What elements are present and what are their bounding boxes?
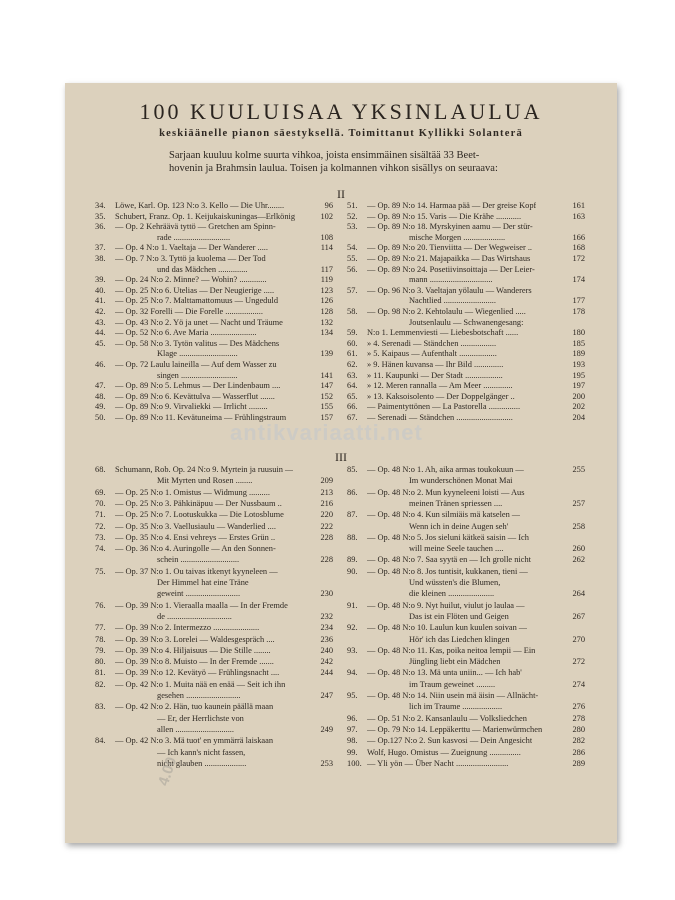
entry-title: — Op. 89 N:o 20. Tienviitta — Der Wegweiser .. — [367, 243, 533, 253]
entry-title: Jüngling liebt ein Mädchen — [409, 657, 501, 667]
entry-title: — Op. 42 N:o 1. Muita nää en enää — Seit ich ihn — [115, 679, 286, 689]
entry-number: 50. — [95, 413, 106, 422]
entry-page: 289 — [572, 758, 585, 768]
entry-title: und das Mädchen .............. — [157, 264, 248, 274]
entry-number: 42. — [95, 307, 106, 316]
entry-page: 185 — [572, 338, 585, 348]
entry-number: 38. — [95, 254, 106, 263]
entry-page: 262 — [572, 555, 585, 565]
entry-number: 47. — [95, 381, 106, 391]
entry-title: lich im Traume ................... — [409, 702, 503, 712]
entry-title: de ............................... — [157, 611, 232, 621]
entry-number: 95. — [347, 691, 358, 700]
entry-page: 202 — [572, 402, 585, 412]
entry-title: gesehen .......................... — [157, 691, 241, 700]
entry-page: 278 — [572, 713, 585, 723]
entry-page: 255 — [572, 465, 585, 474]
entry-title: — Op. 42 N:o 3. Mä tuot' en ymmärrä laiskaan — [115, 736, 274, 746]
entry-title: N:o 1. Lemmenviesti — Liebesbotschaft ...... — [367, 328, 519, 338]
entry-title: — Op. 89 N:o 11. Kevätuneima — Frühlingstraum — [115, 413, 287, 422]
entry-page: 168 — [572, 243, 585, 253]
entry-title: meinen Tränen spriessen .... — [409, 498, 503, 508]
entry-title: — Op. 89 N:o 21. Majapaikka — Das Wirtshaus — [367, 254, 531, 263]
entry-title: — Ich kann's nicht fassen, — [157, 747, 246, 757]
entry-number: 44. — [95, 328, 106, 338]
entry-number: 76. — [95, 600, 106, 610]
entry-title: Wenn ich in deine Augen seh' — [409, 521, 509, 531]
entry-title: — Op. 42 N:o 2. Hän, tuo kaunein päällä maan — [115, 702, 274, 712]
entry-title: — Op. 25 N:o 3. Pähkinäpuu — Der Nussbaum .. — [115, 498, 282, 508]
entry-number: 58. — [347, 307, 358, 316]
entry-number: 51. — [347, 201, 358, 210]
entry-page: 260 — [572, 544, 585, 554]
entry-title: will meine Seele tauchen .... — [409, 544, 504, 554]
entry-title: — Op. 2 Kehräävä tyttö — Gretchen am Spinn- — [115, 222, 276, 232]
entry-title: Im wunderschönen Monat Mai — [409, 476, 513, 486]
entry-number: 92. — [347, 623, 358, 633]
entry-title: » 13. Kaksoisolento — Der Doppelgänger .. — [367, 391, 515, 401]
entry-title: — Op. 39 N:o 8. Muisto — In der Fremde ....... — [115, 657, 274, 667]
entry-title: — Op. 39 N:o 3. Lorelei — Waldesgespräch .... — [115, 634, 275, 644]
entry-page: 230 — [320, 589, 333, 599]
entry-page: 213 — [320, 487, 333, 497]
entry-number: 65. — [347, 391, 358, 401]
entry-title: — Op. 98 N:o 2. Kehtolaulu — Wiegenlied ..... — [367, 307, 526, 316]
entry-title: — Op. 89 N:o 14. Harmaa pää — Der greise Kopf — [367, 201, 537, 210]
entry-number: 84. — [95, 736, 106, 746]
entry-title: — Op. 25 N:o 7. Lootuskukka — Die Lotosblume — [115, 510, 284, 520]
entry-page: 236 — [320, 634, 333, 644]
entry-title: mann .............................. — [409, 275, 493, 285]
entry-number: 56. — [347, 264, 358, 274]
entry-title: Schumann, Rob. Op. 24 N:o 9. Myrtein ja ruusuin — — [115, 465, 294, 474]
entry-page: 240 — [320, 645, 333, 655]
entry-number: 71. — [95, 510, 106, 520]
entry-title: — Op. 24 N:o 2. Minne? — Wohin? ............. — [115, 275, 267, 285]
entry-number: 77. — [95, 623, 106, 633]
entry-number: 61. — [347, 349, 358, 359]
entry-number: 91. — [347, 600, 358, 610]
entry-title: geweint .......................... — [157, 589, 241, 599]
entry-title: — Op. 39 N:o 4. Hiljaisuus — Die Stille ........ — [115, 645, 271, 655]
entry-number: 86. — [347, 487, 358, 497]
entry-title: — Op. 89 N:o 9. Virvaliekki — Irrlicht ......... — [115, 402, 268, 412]
entry-number: 98. — [347, 736, 358, 746]
entry-title: die kleinen ...................... — [409, 589, 495, 599]
entry-number: 69. — [95, 487, 106, 497]
entry-title: im Traum geweinet ......... — [409, 679, 496, 689]
entry-page: 232 — [320, 611, 333, 621]
entry-page: 128 — [320, 307, 333, 316]
entry-page: 253 — [320, 758, 333, 768]
entry-title: — Op. 48 N:o 11. Kas, poika neitoa lempii — Ein — [367, 645, 536, 655]
entry-page: 174 — [572, 275, 585, 285]
entry-title: singen ........................... — [157, 370, 238, 380]
entry-number: 73. — [95, 532, 106, 542]
entry-title: — Op. 48 N:o 10. Laulun kun kuulen soivan — — [367, 623, 528, 633]
entry-page: 216 — [320, 498, 333, 508]
entry-title: mische Morgen .................... — [409, 232, 506, 242]
entry-number: 64. — [347, 381, 358, 391]
entry-title: — Op. 89 N:o 18. Myrskyinen aamu — Der stür- — [367, 222, 533, 232]
entry-title: — Op. 7 N:o 3. Tyttö ja kuolema — Der Tod — [115, 254, 266, 263]
entry-page: 234 — [320, 623, 333, 633]
entry-page: 270 — [572, 634, 585, 644]
entry-page: 114 — [320, 243, 333, 253]
entry-title: — Op. 43 N:o 2. Yö ja unet — Nacht und Träume — [115, 317, 283, 327]
entry-title: Hör' ich das Liedchen klingen — [409, 634, 510, 644]
entry-page: 126 — [320, 296, 333, 306]
entry-page: 249 — [320, 724, 333, 734]
entry-page: 204 — [572, 413, 585, 422]
entry-title: — Op. 48 N:o 7. Saa syytä en — Ich grolle nicht — [367, 555, 531, 565]
entry-number: 88. — [347, 532, 358, 542]
entry-page: 189 — [572, 349, 585, 359]
entry-number: 100. — [347, 758, 362, 768]
entry-title: Joutsenlaulu — Schwanengesang: — [409, 317, 524, 327]
entry-page: 209 — [320, 476, 333, 486]
entry-page: 108 — [320, 232, 333, 242]
intro-line: hovenin ja Brahmsin laulua. Toisen ja kolmannen vihkon sisällys on seuraava: — [169, 163, 498, 174]
entry-number: 78. — [95, 634, 106, 644]
entry-page: 166 — [572, 232, 585, 242]
entry-page: 282 — [572, 736, 585, 746]
entry-page: 244 — [320, 668, 333, 678]
entry-title: » 9. Hänen kuvansa — Ihr Bild .............. — [367, 360, 504, 369]
entry-page: 96 — [324, 201, 333, 210]
entry-title: — Op. 4 N:o 1. Vaeltaja — Der Wanderer ..... — [115, 243, 268, 253]
entry-title: — Op. 48 N:o 8. Jos tuntisit, kukkanen, tieni — — [367, 566, 528, 576]
entry-title: — Op. 58 N:o 3. Tytön valitus — Des Mädchens — [115, 338, 280, 348]
entry-number: 67. — [347, 413, 358, 422]
entry-page: 286 — [572, 747, 585, 757]
entry-number: 96. — [347, 713, 358, 723]
section-heading-iii: III — [335, 450, 347, 464]
entry-title: — Op. 39 N:o 12. Kevätyö — Frühlingsnacht .... — [115, 668, 280, 678]
entry-title: — Paimentyttönen — La Pastorella ............... — [367, 402, 521, 412]
book-cover — [65, 83, 617, 843]
entry-number: 63. — [347, 370, 358, 380]
entry-number: 87. — [347, 510, 358, 520]
entry-title: — Op. 25 N:o 1. Omistus — Widmung .......... — [115, 487, 270, 497]
entry-title: Löwe, Karl. Op. 123 N:o 3. Kello — Die Uhr........ — [115, 201, 285, 210]
entry-title: — Yli yön — Über Nacht ......................... — [367, 758, 509, 768]
entry-title: — Op. 48 N:o 4. Kun silmiäis mä katselen — — [367, 510, 521, 520]
entry-page: 197 — [572, 381, 585, 391]
entry-number: 48. — [95, 391, 106, 401]
entry-page: 117 — [320, 264, 333, 274]
entry-title: — Op. 32 Forelli — Die Forelle .................. — [115, 307, 263, 316]
entry-title: » 12. Meren rannalla — Am Meer .............. — [367, 381, 513, 391]
entry-number: 81. — [95, 668, 106, 678]
entry-page: 258 — [572, 521, 585, 531]
entry-number: 53. — [347, 222, 358, 232]
entry-title: — Op.127 N:o 2. Sun kasvosi — Dein Angesicht — [367, 736, 533, 746]
entry-page: 155 — [320, 402, 333, 412]
entry-title: — Op. 35 N:o 3. Vaellusiaulu — Wanderlied .... — [115, 521, 276, 531]
entry-number: 41. — [95, 296, 106, 306]
entry-number: 99. — [347, 747, 358, 757]
book-subtitle: keskiäänelle pianon säestyksellä. Toimittanut Kyllikki Solanterä — [159, 128, 523, 139]
entry-number: 94. — [347, 668, 358, 678]
entry-number: 79. — [95, 645, 106, 655]
entry-title: — Op. 72 Laulu laineilla — Auf dem Wasser zu — [115, 360, 277, 369]
entry-title: — Op. 89 N:o 15. Varis — Die Krähe ............ — [367, 211, 522, 221]
entry-title: — Op. 48 N:o 1. Ah, aika armas toukokuun — — [367, 465, 524, 474]
entry-title: » 5. Kaipaus — Aufenthalt .................. — [367, 349, 497, 359]
entry-title: — Op. 39 N:o 2. Intermezzo ...................... — [115, 623, 260, 633]
entry-number: 46. — [95, 360, 106, 369]
entry-title: Nachtlied ......................... — [409, 296, 496, 306]
intro-line: Sarjaan kuuluu kolme suurta vihkoa, joista ensimmäinen sisältää 33 Beet- — [169, 150, 480, 161]
entry-number: 62. — [347, 360, 358, 369]
entry-title: — Op. 48 N:o 13. Mä unta uniin... — Ich hab' — [367, 668, 522, 678]
entry-number: 72. — [95, 521, 106, 531]
entry-number: 55. — [347, 254, 358, 263]
book-title: 100 KUULUISAA YKSINLAULUA — [139, 99, 543, 124]
entry-title: — Op. 37 N:o 1. Ou taivas itkenyt kyyneleen — — [115, 566, 278, 576]
entry-page: 264 — [572, 589, 585, 599]
entry-number: 39. — [95, 275, 106, 285]
entry-number: 89. — [347, 555, 358, 565]
entry-number: 97. — [347, 724, 358, 734]
entry-title: allen ............................ — [157, 724, 234, 734]
entry-title: — Op. 51 N:o 2. Kansanlaulu — Volksliedchen — [367, 713, 527, 723]
entry-page: 220 — [320, 510, 333, 520]
entry-number: 60. — [347, 338, 358, 348]
entry-number: 70. — [95, 498, 106, 508]
entry-number: 74. — [95, 544, 106, 554]
entry-title: Klage ............................ — [157, 349, 238, 359]
entry-page: 242 — [320, 657, 333, 667]
entry-title: Und wüssten's die Blumen, — [409, 578, 501, 587]
entry-page: 180 — [572, 328, 585, 338]
entry-title: — Er, der Herrlichste von — [157, 713, 244, 723]
entry-page: 272 — [572, 657, 585, 667]
entry-page: 123 — [320, 285, 333, 295]
entry-number: 36. — [95, 222, 106, 232]
entry-title: — Op. 89 N:o 24. Posetiivinsoittaja — Der Leier- — [367, 264, 535, 274]
entry-title: Der Himmel hat eine Träne — [157, 578, 249, 587]
entry-title: schein ............................ — [157, 555, 240, 565]
entry-page: 274 — [572, 679, 585, 689]
entry-title: — Op. 39 N:o 1. Vieraalla maalla — In der Fremde — [115, 600, 288, 610]
entry-page: 134 — [320, 328, 333, 338]
entry-number: 34. — [95, 201, 106, 210]
entry-number: 49. — [95, 402, 106, 412]
entry-page: 141 — [320, 370, 333, 380]
entry-title: Wolf, Hugo. Omistus — Zueignung ............... — [367, 747, 521, 757]
entry-number: 75. — [95, 566, 106, 576]
entry-title: — Op. 48 N:o 2. Mun kyyneleeni loisti — Aus — [367, 487, 525, 497]
entry-page: 152 — [320, 391, 333, 401]
entry-number: 37. — [95, 243, 106, 253]
entry-page: 222 — [320, 521, 333, 531]
entry-page: 276 — [572, 702, 585, 712]
entry-title: rade ........................... — [157, 232, 231, 242]
entry-title: — Op. 36 N:o 4. Auringolle — An den Sonnen- — [115, 544, 276, 554]
entry-title: — Op. 48 N:o 9. Nyt huilut, viulut jo laulaa — — [367, 600, 525, 610]
entry-title: — Op. 35 N:o 4. Ensi vehreys — Erstes Grün .. — [115, 532, 276, 542]
entry-number: 35. — [95, 211, 106, 221]
entry-page: 228 — [320, 532, 333, 542]
entry-number: 82. — [95, 679, 106, 689]
entry-title: — Op. 25 N:o 6. Utelias — Der Neugierige ..... — [115, 285, 275, 295]
entry-page: 139 — [320, 349, 333, 359]
entry-page: 177 — [572, 296, 585, 306]
entry-title: — Op. 89 N:o 5. Lehmus — Der Lindenbaum .... — [115, 381, 281, 391]
entry-page: 200 — [572, 391, 585, 401]
entry-title: — Op. 25 N:o 7. Malttamattomuus — Ungeduld — [115, 296, 279, 306]
entry-number: 66. — [347, 402, 358, 412]
entry-page: 157 — [320, 413, 333, 422]
entry-page: 163 — [572, 211, 585, 221]
entry-title: — Op. 48 N:o 14. Niin usein mä äisin — Allnächt- — [367, 691, 539, 700]
entry-title: — Serenadi — Ständchen ........................... — [367, 413, 513, 422]
entry-number: 43. — [95, 317, 106, 327]
entry-title: — Op. 79 N:o 14. Leppäkerttu — Marienwürmchen — [367, 724, 543, 734]
entry-number: 83. — [95, 702, 106, 712]
entry-number: 45. — [95, 338, 106, 348]
entry-number: 90. — [347, 566, 358, 576]
entry-page: 247 — [320, 691, 333, 700]
entry-title: Schubert, Franz. Op. 1. Keijukaiskuningas—Erlkönig — [115, 211, 296, 221]
pencil-price-mark: 4.00 — [155, 754, 181, 789]
entry-title: » 4. Serenadi — Ständchen ................. — [367, 338, 497, 348]
entry-page: 119 — [320, 275, 333, 285]
entry-page: 172 — [572, 254, 585, 263]
entry-number: 59. — [347, 328, 358, 338]
entry-page: 257 — [572, 498, 585, 508]
entry-page: 178 — [572, 307, 585, 316]
entry-title: nicht glauben .................... — [157, 758, 247, 768]
entry-title: » 11. Kaupunki — Der Stadt .................. — [367, 370, 503, 380]
entry-page: 161 — [572, 201, 585, 210]
entry-number: 57. — [347, 285, 358, 295]
watermark: antikvariaatti.net — [230, 420, 423, 445]
entry-page: 195 — [572, 370, 585, 380]
entry-number: 68. — [95, 465, 106, 474]
entry-number: 85. — [347, 465, 358, 474]
entry-title: — Op. 96 N:o 3. Vaeltajan yölaulu — Wanderers — [367, 285, 532, 295]
entry-page: 147 — [320, 381, 333, 391]
entry-page: 102 — [320, 211, 333, 221]
entry-title: Mit Myrten und Rosen ........ — [157, 476, 253, 486]
entry-page: 267 — [572, 611, 585, 621]
entry-title: — Op. 48 N:o 5. Jos sieluni kätkeä saisin — Ich — [367, 532, 529, 542]
entry-number: 80. — [95, 657, 106, 667]
entry-page: 280 — [572, 724, 585, 734]
section-heading-ii: II — [337, 187, 345, 201]
entry-number: 40. — [95, 285, 106, 295]
entry-number: 52. — [347, 211, 358, 221]
entry-number: 93. — [347, 645, 358, 655]
entry-page: 228 — [320, 555, 333, 565]
entry-number: 54. — [347, 243, 358, 253]
entry-title: Das ist ein Flöten und Geigen — [409, 611, 509, 621]
entry-page: 132 — [320, 317, 333, 327]
entry-title: — Op. 89 N:o 6. Kevättulva — Wasserflut ....... — [115, 391, 275, 401]
entry-title: — Op. 52 N:o 6. Ave Maria ...................... — [115, 328, 257, 338]
entry-page: 193 — [572, 360, 585, 369]
